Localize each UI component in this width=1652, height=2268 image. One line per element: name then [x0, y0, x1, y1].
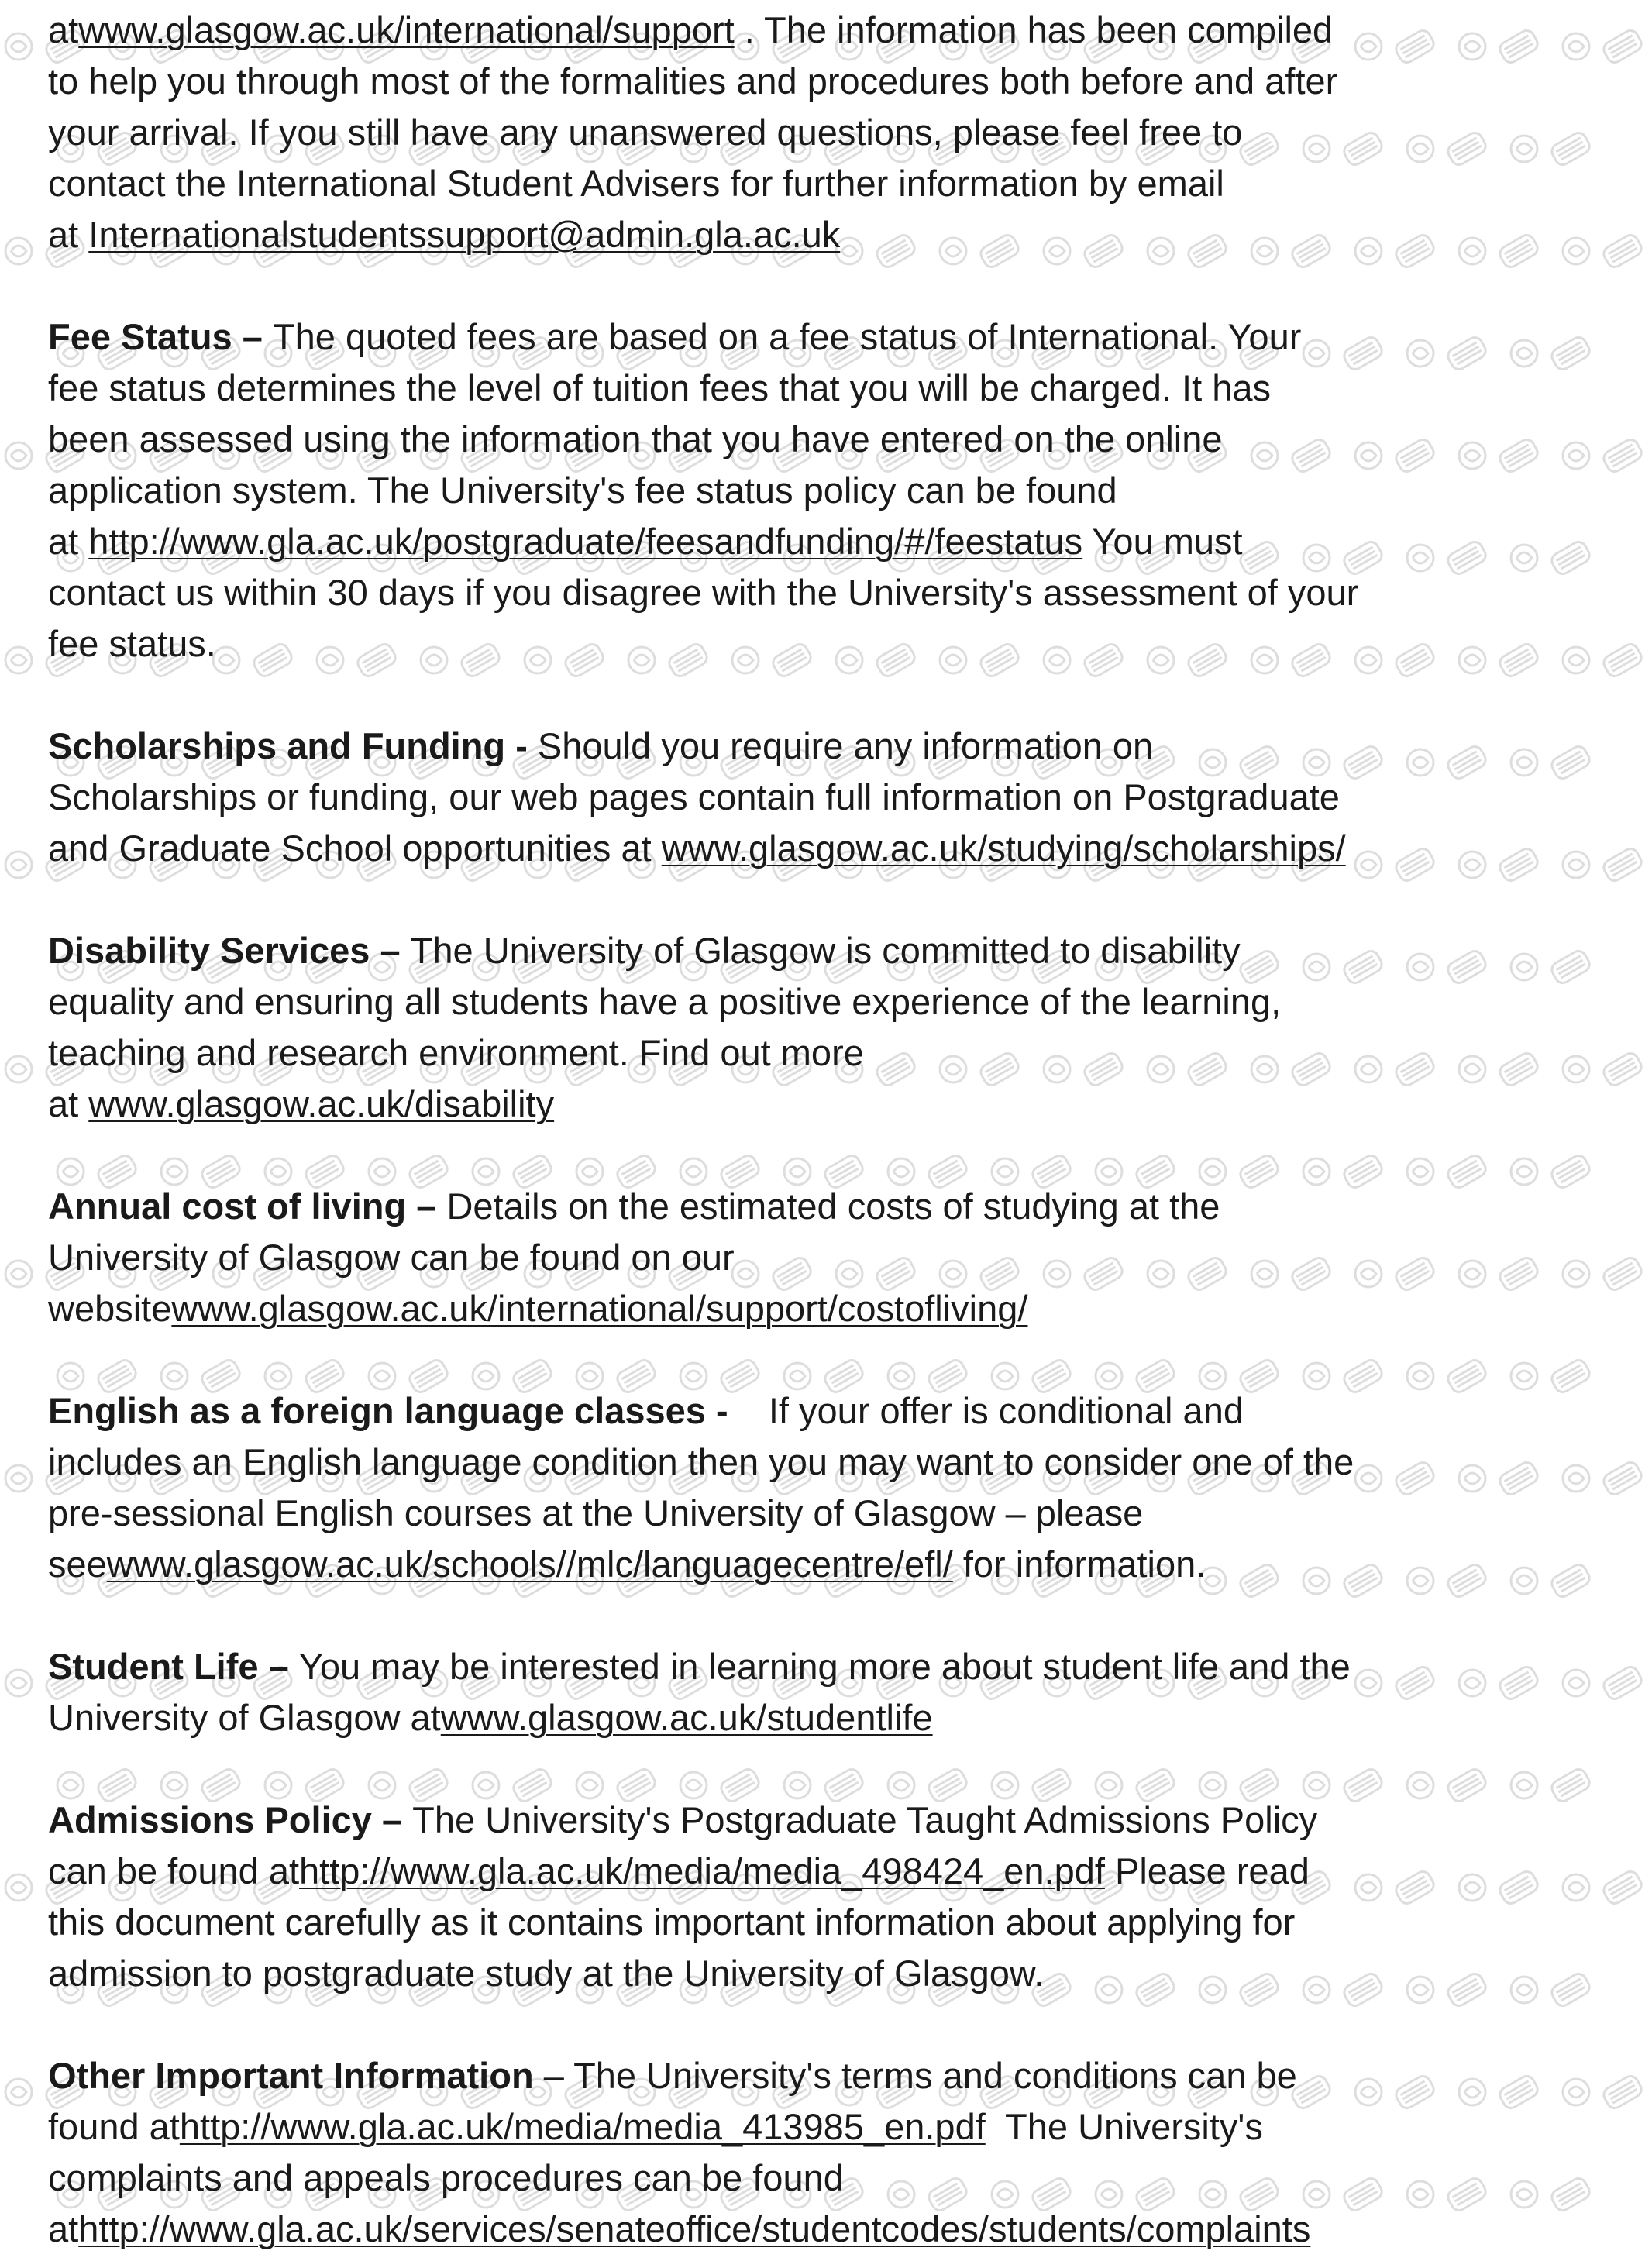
scholarships-link[interactable]: www.glasgow.ac.uk/studying/scholarships/: [661, 828, 1346, 869]
intro-prefix: at: [48, 214, 89, 255]
scholarships-heading: Scholarships and Funding -: [48, 725, 538, 766]
scholarships-text: and Graduate School opportunities at: [48, 828, 662, 869]
english-line-3: pre-sessional English courses at the University of Glasgow – please: [48, 1492, 1144, 1533]
admissions-policy-link[interactable]: http://www.gla.ac.uk/media/media_498424_en.pdf: [299, 1850, 1105, 1891]
student-life-section: [48, 1641, 1629, 1743]
student-life-link[interactable]: www.glasgow.ac.uk/studentlife: [440, 1697, 933, 1738]
admissions-text: The University's Postgraduate Taught Admissions Policy: [412, 1799, 1318, 1840]
fee-status-line-1: [48, 311, 1629, 363]
fee-status-line-3: been assessed using the information that you have entered on the online: [48, 418, 1223, 459]
cost-of-living-heading: Annual cost of living –: [48, 1186, 447, 1227]
intro-text: . The information has been compiled: [734, 9, 1334, 50]
other-prefix: at: [48, 2208, 79, 2249]
admissions-line-1: [48, 1795, 1629, 1846]
cost-of-living-line-1: [48, 1181, 1629, 1232]
other-line-1: [48, 2050, 1629, 2101]
disability-line-4: [48, 1079, 1629, 1130]
disability-section: [48, 925, 1629, 1130]
admissions-line-3: this document carefully as it contains important information about applying for: [48, 1901, 1296, 1943]
document-body: [48, 5, 1629, 2268]
cost-of-living-prefix: website: [48, 1288, 172, 1329]
disability-line-2: equality and ensuring all students have a positive experience of the learning,: [48, 981, 1282, 1022]
international-support-link[interactable]: www.glasgow.ac.uk/international/support: [78, 9, 735, 50]
fee-status-line-2: fee status determines the level of tuition fees that you will be charged. It has: [48, 367, 1272, 408]
student-life-text: University of Glasgow at: [48, 1697, 441, 1738]
fee-status-section: [48, 311, 1629, 669]
other-info-section: [48, 2050, 1629, 2255]
fee-status-heading: Fee Status –: [48, 316, 273, 357]
student-life-line-1: [48, 1641, 1629, 1692]
disability-text: The University of Glasgow is committed to disability: [410, 930, 1241, 971]
intro-line-2: to help you through most of the formalities and procedures both before and after: [48, 60, 1338, 102]
student-life-text: You may be interested in learning more about student life and the: [298, 1646, 1351, 1687]
admissions-section: [48, 1795, 1629, 1999]
english-line-4: [48, 1539, 1629, 1590]
admissions-line-2: [48, 1846, 1629, 1897]
english-prefix: see: [48, 1544, 107, 1585]
other-text: – The University's terms and conditions can be: [533, 2055, 1297, 2096]
other-text: The University's: [985, 2106, 1263, 2147]
fee-status-line-6: contact us within 30 days if you disagree with the University's assessment of your: [48, 572, 1359, 613]
cost-of-living-line-2: University of Glasgow can be found on our: [48, 1237, 735, 1278]
support-email-link[interactable]: Internationalstudentssupport@admin.gla.ac.uk: [88, 214, 841, 255]
intro-line-4: contact the International Student Advisers for further information by email: [48, 163, 1224, 204]
scholarships-text: Should you require any information on: [537, 725, 1154, 766]
cost-of-living-line-3: [48, 1283, 1629, 1334]
scholarships-section: [48, 721, 1629, 874]
student-life-line-2: [48, 1692, 1629, 1743]
disability-link[interactable]: www.glasgow.ac.uk/disability: [88, 1083, 555, 1124]
complaints-link[interactable]: http://www.gla.ac.uk/services/senateoffice/studentcodes/students/complaints: [78, 2208, 1311, 2249]
disability-line-1: [48, 925, 1629, 976]
terms-conditions-link[interactable]: http://www.gla.ac.uk/media/media_413985_en.pdf: [179, 2106, 986, 2147]
english-line-1: [48, 1385, 1629, 1437]
fee-status-text: The quoted fees are based on a fee status of International. Your: [272, 316, 1302, 357]
other-line-2: [48, 2101, 1629, 2153]
admissions-heading: Admissions Policy –: [48, 1799, 413, 1840]
fee-status-line-7: fee status.: [48, 623, 216, 664]
admissions-text: can be found at: [48, 1850, 300, 1891]
english-line-2: includes an English language condition then you may want to consider one of the: [48, 1441, 1354, 1482]
english-text: If your offer is conditional and: [738, 1390, 1244, 1431]
scholarships-line-2: Scholarships or funding, our web pages contain full information on Postgraduate: [48, 776, 1340, 817]
admissions-line-4: admission to postgraduate study at the University of Glasgow.: [48, 1953, 1045, 1994]
scholarships-line-1: [48, 721, 1629, 772]
fee-status-text: You must: [1082, 521, 1243, 562]
language-centre-link[interactable]: www.glasgow.ac.uk/schools//mlc/languagecentre/efl/: [106, 1544, 953, 1585]
disability-line-3: teaching and research environment. Find out more: [48, 1032, 864, 1073]
admissions-text: Please read: [1104, 1850, 1310, 1891]
intro-line-3: your arrival. If you still have any unanswered questions, please feel free to: [48, 112, 1243, 153]
cost-of-living-text: Details on the estimated costs of studying at the: [446, 1186, 1220, 1227]
intro-prefix: at: [48, 9, 79, 50]
cost-of-living-section: [48, 1181, 1629, 1334]
cost-of-living-link[interactable]: www.glasgow.ac.uk/international/support/costofliving/: [171, 1288, 1028, 1329]
english-classes-section: [48, 1385, 1629, 1590]
fee-status-line-5: [48, 516, 1629, 567]
other-line-4: [48, 2204, 1629, 2255]
disability-heading: Disability Services –: [48, 930, 411, 971]
intro-line-5: [48, 209, 1629, 260]
fee-status-prefix: at: [48, 521, 89, 562]
other-text: found at: [48, 2106, 180, 2147]
intro-line-1: [48, 5, 1629, 56]
intro-paragraph: [48, 5, 1629, 260]
disability-prefix: at: [48, 1083, 89, 1124]
fee-status-line-4: application system. The University's fee status policy can be found: [48, 470, 1117, 511]
scholarships-line-3: [48, 823, 1629, 874]
english-text: for information.: [952, 1544, 1206, 1585]
english-heading: English as a foreign language classes -: [48, 1390, 738, 1431]
student-life-heading: Student Life –: [48, 1646, 299, 1687]
other-line-3: complaints and appeals procedures can be found: [48, 2157, 844, 2198]
fee-status-policy-link[interactable]: http://www.gla.ac.uk/postgraduate/feesandfunding/#/feestatus: [88, 521, 1083, 562]
other-heading: Other Important Information: [48, 2055, 534, 2096]
